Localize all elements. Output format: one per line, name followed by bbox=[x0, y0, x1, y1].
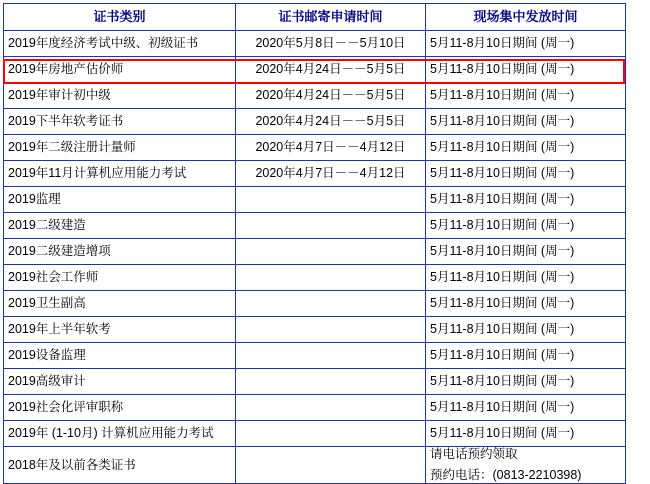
certificate-schedule-table bbox=[3, 3, 626, 484]
cell-onsite-time bbox=[426, 447, 626, 484]
cell-category: 2019下半年软考证书 bbox=[4, 109, 236, 135]
cell-category: 2019年11月计算机应用能力考试 bbox=[4, 161, 236, 187]
cell-onsite-time: 5月11-8月10日期间 (周一) bbox=[426, 161, 626, 187]
cell-onsite-time: 5月11-8月10日期间 (周一) bbox=[426, 83, 626, 109]
onsite-note-line-2: 预约电话：(0813-2210398) bbox=[430, 468, 582, 483]
cell-category: 2018年及以前各类证书 bbox=[4, 447, 236, 484]
cell-category: 2019社会工作师 bbox=[4, 265, 236, 291]
table-row bbox=[4, 291, 626, 317]
table-row bbox=[4, 83, 626, 109]
cell-mail-time bbox=[236, 395, 426, 421]
cell-mail-time: 2020年4月24日－－5月5日 bbox=[236, 57, 426, 83]
cell-category: 2019卫生副高 bbox=[4, 291, 236, 317]
cell-mail-time: 2020年4月7日－－4月12日 bbox=[236, 161, 426, 187]
cell-onsite-time: 5月11-8月10日期间 (周一) bbox=[426, 57, 626, 83]
cell-category: 2019年二级注册计量师 bbox=[4, 135, 236, 161]
cell-mail-time bbox=[236, 447, 426, 484]
table-header-row bbox=[4, 4, 626, 31]
cell-onsite-time: 5月11-8月10日期间 (周一) bbox=[426, 369, 626, 395]
cell-category: 2019设备监理 bbox=[4, 343, 236, 369]
column-header-onsite-time: 现场集中发放时间 bbox=[426, 4, 626, 31]
cell-category: 2019高级审计 bbox=[4, 369, 236, 395]
table-row bbox=[4, 317, 626, 343]
table-row bbox=[4, 161, 626, 187]
cell-onsite-time: 5月11-8月10日期间 (周一) bbox=[426, 291, 626, 317]
cell-mail-time bbox=[236, 343, 426, 369]
table-row bbox=[4, 343, 626, 369]
cell-category: 2019社会化评审职称 bbox=[4, 395, 236, 421]
cell-mail-time bbox=[236, 213, 426, 239]
onsite-note-line-1: 请电话预约领取 bbox=[430, 447, 518, 461]
cell-category: 2019监理 bbox=[4, 187, 236, 213]
cell-mail-time bbox=[236, 317, 426, 343]
cell-mail-time bbox=[236, 187, 426, 213]
cell-onsite-time: 5月11-8月10日期间 (周一) bbox=[426, 109, 626, 135]
cell-category: 2019二级建造 bbox=[4, 213, 236, 239]
cell-category: 2019年审计初中级 bbox=[4, 83, 236, 109]
table-row bbox=[4, 265, 626, 291]
table-row bbox=[4, 187, 626, 213]
cell-category: 2019年房地产估价师 bbox=[4, 57, 236, 83]
table-row bbox=[4, 213, 626, 239]
cell-mail-time: 2020年5月8日－－5月10日 bbox=[236, 31, 426, 57]
cell-category: 2019年 (1-10月) 计算机应用能力考试 bbox=[4, 421, 236, 447]
table-row bbox=[4, 395, 626, 421]
certificate-schedule-sheet bbox=[0, 3, 650, 483]
cell-onsite-time: 5月11-8月10日期间 (周一) bbox=[426, 135, 626, 161]
cell-mail-time bbox=[236, 265, 426, 291]
cell-onsite-time: 5月11-8月10日期间 (周一) bbox=[426, 213, 626, 239]
table-row bbox=[4, 31, 626, 57]
column-header-category: 证书类别 bbox=[4, 4, 236, 31]
cell-onsite-time: 5月11-8月10日期间 (周一) bbox=[426, 317, 626, 343]
cell-category: 2019年上半年软考 bbox=[4, 317, 236, 343]
cell-mail-time: 2020年4月7日－－4月12日 bbox=[236, 135, 426, 161]
cell-mail-time: 2020年4月24日－－5月5日 bbox=[236, 83, 426, 109]
table-row-last bbox=[4, 447, 626, 484]
table-row bbox=[4, 109, 626, 135]
cell-mail-time bbox=[236, 291, 426, 317]
cell-onsite-time: 5月11-8月10日期间 (周一) bbox=[426, 31, 626, 57]
table-row bbox=[4, 421, 626, 447]
table-row bbox=[4, 239, 626, 265]
column-header-mail-time: 证书邮寄申请时间 bbox=[236, 4, 426, 31]
table-body bbox=[4, 31, 626, 484]
table-header bbox=[4, 4, 626, 31]
cell-mail-time bbox=[236, 421, 426, 447]
cell-mail-time bbox=[236, 369, 426, 395]
cell-onsite-time: 5月11-8月10日期间 (周一) bbox=[426, 395, 626, 421]
table-row-highlighted bbox=[4, 57, 626, 83]
table-row bbox=[4, 135, 626, 161]
cell-onsite-time: 5月11-8月10日期间 (周一) bbox=[426, 343, 626, 369]
table-row bbox=[4, 369, 626, 395]
cell-category: 2019年度经济考试中级、初级证书 bbox=[4, 31, 236, 57]
cell-onsite-time: 5月11-8月10日期间 (周一) bbox=[426, 421, 626, 447]
cell-category: 2019二级建造增项 bbox=[4, 239, 236, 265]
cell-mail-time: 2020年4月24日－－5月5日 bbox=[236, 109, 426, 135]
cell-onsite-time: 5月11-8月10日期间 (周一) bbox=[426, 265, 626, 291]
cell-mail-time bbox=[236, 239, 426, 265]
cell-onsite-time: 5月11-8月10日期间 (周一) bbox=[426, 187, 626, 213]
cell-onsite-time: 5月11-8月10日期间 (周一) bbox=[426, 239, 626, 265]
